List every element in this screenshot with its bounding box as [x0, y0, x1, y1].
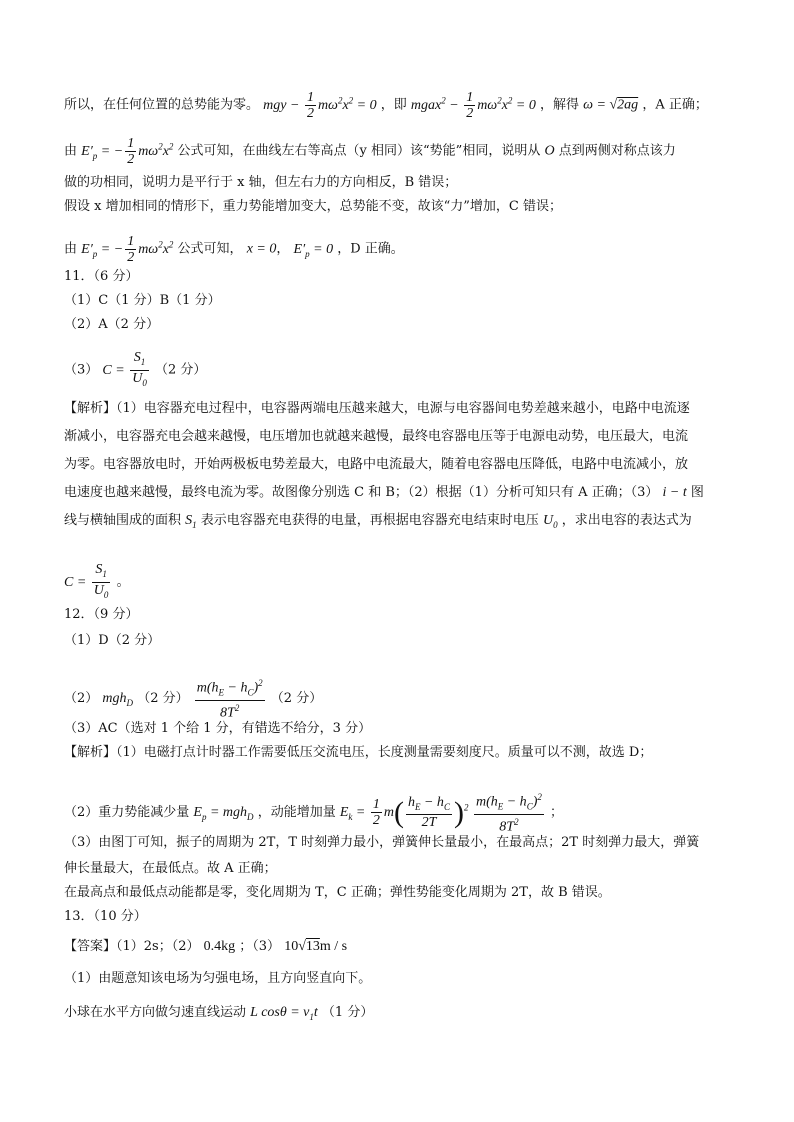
text: ； [550, 804, 564, 820]
text: ，解得 [540, 97, 580, 113]
text: 电速度也越来越慢，最终电流为零。故图像分别选 C 和 B；（2）根据（1）分析可知只有 A 正确；（3） [64, 485, 659, 500]
equation-ep-2: $E'_p$ = − $\frac{1}{2}$ $m\omega^2x^2$ [81, 234, 174, 265]
s1-symbol: $S_1$ [185, 513, 197, 530]
q12-analysis-2 [64, 790, 563, 835]
text: 由 [64, 143, 78, 159]
equation-x0: x = 0 [246, 241, 277, 257]
solution-line-3: 做的功相同，说明力是平行于 x 轴，但左右力的方向相反，B 错误； [64, 175, 458, 190]
question-13-header: 13．（10 分） [64, 909, 147, 924]
text: ，A 正确； [642, 97, 708, 113]
solution-line-4: 假设 x 增加相同的情形下，重力势能增加变大，总势能不变，故该“力”增加，C 错误； [64, 199, 562, 214]
point-o: O [544, 143, 555, 159]
text: ，D 正确。 [337, 241, 404, 257]
q12-answer-3: （3）AC（选对 1 个给 1 分，有错选不给分，3 分） [64, 721, 372, 736]
q12-analysis-4: 伸长量最大，在最低点。故 A 正确； [64, 861, 277, 876]
equation-potential-decrease: $E_p = mgh_D$ [193, 804, 254, 822]
text: （2 分） [154, 362, 207, 378]
equation-horizontal-motion: L $\cos\theta = v_1t$ [250, 1005, 318, 1022]
text: 线与横轴围成的面积 [64, 513, 182, 528]
q12-analysis-5: 在最高点和最低点动能都是零，变化周期为 T，C 正确；弹性势能变化周期为 2T，故 B 错误。 [64, 885, 611, 900]
equation-ep: $E'_p$ = − $\frac{1}{2}$ $m\omega^2x^2$ [81, 136, 174, 167]
q11-analysis-5 [64, 512, 692, 534]
question-11-header: 11．（6 分） [64, 269, 139, 284]
text: （3） [64, 362, 99, 378]
equation-mghd: mgh$_D$ [102, 690, 134, 708]
mass-value: 0.4kg [203, 939, 236, 954]
q11-answer-2: （2）A（2 分） [64, 317, 160, 332]
q12-answer-1: （1）D（2 分） [64, 633, 161, 648]
q13-step-1: （1）由题意知该电场为匀强电场，且方向竖直向下。 [64, 971, 372, 986]
u0-symbol: $U_0$ [542, 513, 558, 530]
q11-analysis-1: 【解析】（1）电容器充电过程中，电容器两端电压越来越大，电源与电容器间电势差越来越小，电路中电流逐 [64, 401, 690, 416]
text: 【答案】（1）2s；（2） [64, 939, 200, 954]
text: 由 [64, 241, 78, 257]
q12-answer-2 [64, 676, 322, 721]
q13-step-2 [64, 1004, 373, 1026]
i-t-symbol: i − t [662, 485, 687, 500]
text: 公式可知，在曲线左右等高点（y 相同）该“势能”相同，说明从 [177, 143, 541, 159]
equation-ep0: $E'_p = 0$ [293, 241, 334, 259]
solution-line-2 [64, 136, 676, 167]
q11-answer-3 [64, 350, 206, 391]
text: ；（3） [239, 939, 281, 954]
solution-line-1 [64, 90, 708, 121]
text: 图 [690, 485, 704, 500]
q11-analysis-6 [64, 562, 130, 603]
solution-line-5: 由 $E'_p$ = − $\frac{1}{2}$ $m\omega^2x^2$ 公式可知， x = 0， $E'_p = 0$ ，D 正确。 [64, 234, 404, 265]
question-12-header: 12．（9 分） [64, 607, 139, 622]
q13-answer [64, 938, 347, 956]
q12-analysis-3: （3）由图丁可知，振子的周期为 2T，T 时刻弹力最小，弹簧伸长量最小，在最高点；2T 时刻弹力最大，弹簧 [64, 835, 700, 850]
text: 表示电容器充电获得的电量，再根据电容器充电结束时电压 [200, 513, 539, 528]
text: （2）重力势能减少量 [64, 804, 190, 820]
q11-analysis-3: 为零。电容器放电时，开始两极板电势差最大，电路中电流最大，随着电容器电压降低，电路中电流减小，放 [64, 457, 689, 472]
equation-2: mgax$^2$ − $\frac{1}{2}$ $m\omega^2x^2 = 0$ [410, 90, 536, 121]
text: （2 分） [137, 690, 189, 706]
text: ，动能增加量 [257, 804, 336, 820]
text: （2） [64, 690, 99, 706]
text: （2 分） [270, 690, 323, 706]
equation-capacitance-2: C = $\frac{S_1}{U_0}$ [64, 562, 109, 600]
text: 小球在水平方向做匀速直线运动 [64, 1005, 247, 1020]
equation-capacitance: C = $\frac{S_1}{U_0}$ [102, 350, 147, 388]
text: 点到两侧对称点该力 [558, 143, 676, 159]
equation-kinetic: $\frac{m(h_E - h_C)^2}{8T^2}$ [196, 678, 263, 722]
text: 所以，在任何位置的总势能为零。 [64, 97, 260, 113]
text: （1 分） [321, 1005, 374, 1020]
equation-3: ω = √2ag [583, 97, 639, 113]
text: ，即 [380, 97, 407, 113]
text: 公式可知， [177, 241, 243, 257]
velocity-value: 10√13m / s [284, 939, 348, 954]
q11-analysis-2: 渐减小，电容器充电会越来越慢，电压增加也就越来越慢，最终电容器电压等于电源电动势，电压最大，电流 [64, 429, 689, 444]
equation-kinetic-increase: $E_k$ = $\frac{1}{2}$ m( $\frac{h_E - h_C}{2T}$ )$^2$ $\frac{m(h_E - h_C)^2}{8T^2}$ [339, 792, 542, 836]
equation-1: mgy − $\frac{1}{2}$ $m\omega^2x^2 = 0$ [263, 90, 377, 121]
text: ，求出电容的表达式为 [561, 513, 692, 528]
text: 。 [116, 574, 130, 590]
q11-answer-1: （1）C（1 分）B（1 分） [64, 293, 221, 308]
q11-analysis-4 [64, 484, 704, 502]
q12-analysis-1: 【解析】（1）电磁打点计时器工作需要低压交流电压，长度测量需要刻度尺。质量可以不测，故选 D； [64, 745, 653, 760]
